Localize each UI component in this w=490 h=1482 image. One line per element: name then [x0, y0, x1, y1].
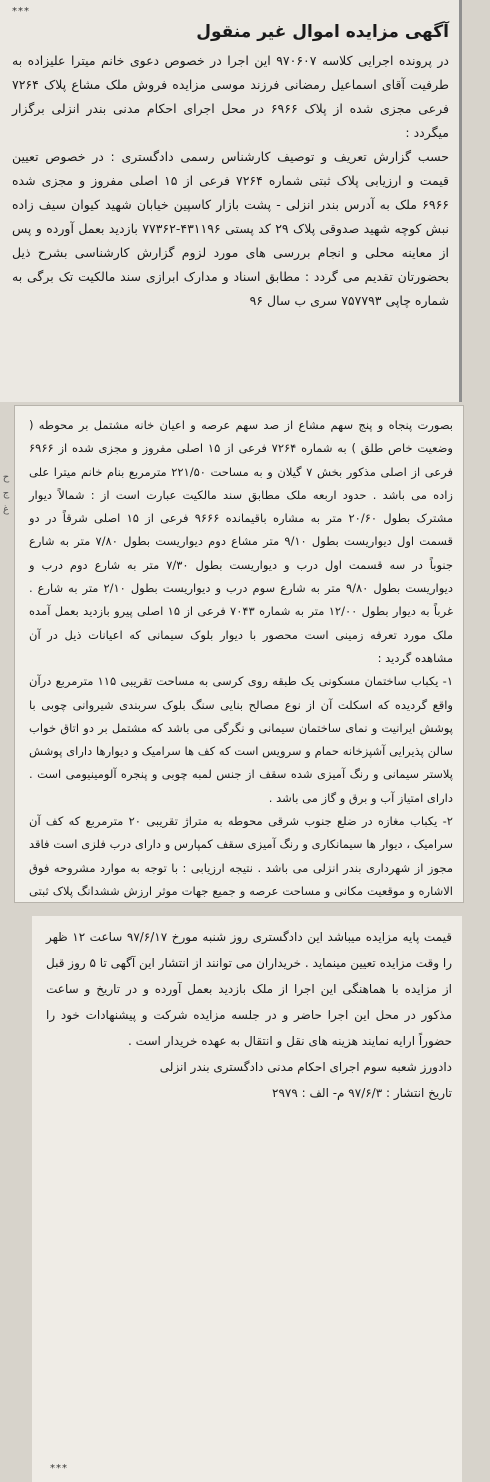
- decorative-stars-bottom: ***: [50, 1463, 68, 1474]
- decorative-stars-top: ***: [12, 6, 30, 17]
- property-boundaries-paragraph: بصورت پنجاه و پنج سهم مشاع از صد سهم عرصه و اعیان خانه مشتمل بر محوطه ( وضعیت خاص طلق ) به شماره ۷۲۶۴ فرعی از ۱۵ اصلی مفروز و مجزی شده از ۶۹۶۶ فرعی از اصلی مذکور بخش ۷ گیلان و به مساحت ۲۲۱/۵۰ مترمربع بنام خانم میترا علی زاده می باشد . حدود اربعه ملک مطابق سند مالکیت عبارت است از : شمالاً دیوار مشترک بطول ۲۰/۶۰ متر به مشاره باقیمانده ۹۶۶۶ فرعی از ۱۵ اصلی شرقاً در دو قسمت اول دیواریست بطول ۹/۱۰ متر مشاع دوم دیواریست بطول ۷/۸۰ متر به شارع جنوباً در سه قسمت اول درب و دیواریست بطول ۷/۳۰ متر به شارع دوم درب و دیواریست بطول ۹/۸۰ متر به شارع سوم درب و دیواریست بطول ۲/۱۰ متر به شارع . غرباً به دیوار بطول ۱۲/۰۰ متر به شماره ۷۰۴۳ فرعی از ۱۵ اصلی پیرو بازدید بعمل آمده ملک مورد تعرفه زمینی است محصور با دیوار بلوک سیمانی که اعیانات ذیل در آن مشاهده گردید :: [29, 418, 453, 665]
- scan-edge-marks: ح ج غ: [2, 472, 10, 515]
- ad-clipping-top: [0, 0, 462, 402]
- shop-valuation-paragraph: ۲- یکباب مغازه در ضلع جنوب شرقی محوطه به متراژ تقریبی ۲۰ مترمربع که کف آن سرامیک ، دیوار ها سیمانکاری و رنگ آمیزی سقف کمپارس و دارای درب فلزی است فاقد مجوز از شهرداری بندر انزلی می باشد . نتیجه ارزیابی : با توجه به موارد مشروحه فوق الاشاره و موقعیت مکانی و مساحت عرصه و جمیع جهات موثر ارزش ششدانگ پلاک ثبتی: [29, 814, 453, 898]
- ad-title: آگهی مزایده اموال غیر منقول: [196, 22, 449, 42]
- signature-line: دادورز شعبه سوم اجرای احکام مدنی دادگستری بندر انزلی: [159, 1060, 452, 1074]
- publish-date-line: تاریخ انتشار : ۹۷/۶/۳ م- الف : ۲۹۷۹: [272, 1086, 452, 1100]
- ad-clipping-bottom: [32, 916, 462, 1482]
- appraisal-report-paragraph: حسب گزارش تعریف و توصیف کارشناس رسمی دادگستری : در خصوص تعیین قیمت و ارزیابی پلاک ثبتی شماره ۷۲۶۴ فرعی از ۱۵ اصلی مفروز و مجزی شده ۶۹۶۶ ملک به آدرس بندر انزلی - پشت بازار کاسپین خیابان شهید کیوان سیف زاده نبش کوچه شهید صدوقی پلاک ۲۹ کد پستی ۴۳۱۱۹۶-۷۷۳۶۲ بازدید بعمل آورده و پس از معاینه محلی و انجام بررسی های مورد لزوم گزارش کارشناسی بشرح ذیل بحضورتان تقدیم می گردد : مطابق اسناد و مدارک ابرازی سند مالکیت تک برگی به شماره چاپی ۷۵۷۷۹۳ سری ب سال ۹۶: [12, 149, 449, 308]
- ad-intro-paragraph: در پرونده اجرایی کلاسه ۹۷۰۶۰۷ این اجرا در خصوص دعوی خانم میترا علیزاده به طرفیت آقای اسماعیل رمضانی فرزند موسی مزایده فروش ملک مشاع پلاک ۷۲۶۴ فرعی مجزی شده از پلاک ۶۹۶۶ در محل اجرای احکام مدنی بندر انزلی برگزار میگردد :: [12, 53, 449, 140]
- auction-terms-paragraph: قیمت پایه مزایده میباشد این دادگستری روز شنبه مورخ ۹۷/۶/۱۷ ساعت ۱۲ ظهر را وقت مزایده تعیین مینماید . خریداران می توانند از انتشار این آگهی تا ۵ روز قبل از مزایده با هماهنگی این اجرا از ملک بازدید بعمل آورده و در تاریخ و ساعت مذکور در محل این اجرا حاضر و در جلسه مزایده شرکت و پیشنهادات خود را حضوراً ارایه نمایند هزینه های نقل و انتقال به عهده خریدار است .: [46, 930, 453, 1048]
- ad-clipping-middle: [14, 405, 464, 903]
- residential-building-paragraph: ۱- یکباب ساختمان مسکونی یک طبقه روی کرسی به مساحت تقریبی ۱۱۵ مترمربع درآن واقع گردیده که اسکلت آن از نوع مصالح بنایی سنگ بلوک سربندی شیروانی چوبی با پوشش ایرانیت و نمای ساختمان سیمانی و نگرگی می باشد که مشتمل بر دو اتاق خواب سالن پذیرایی آشپزخانه حمام و سرویس است که کف ها سرامیک و دیوارها دارای پوشش پلاستر سیمانی و رنگ آمیزی شده سقف از جنس لمبه چوبی و پنجره آلومینیومی است . دارای امتیاز آب و برق و گاز می باشد .: [29, 674, 453, 805]
